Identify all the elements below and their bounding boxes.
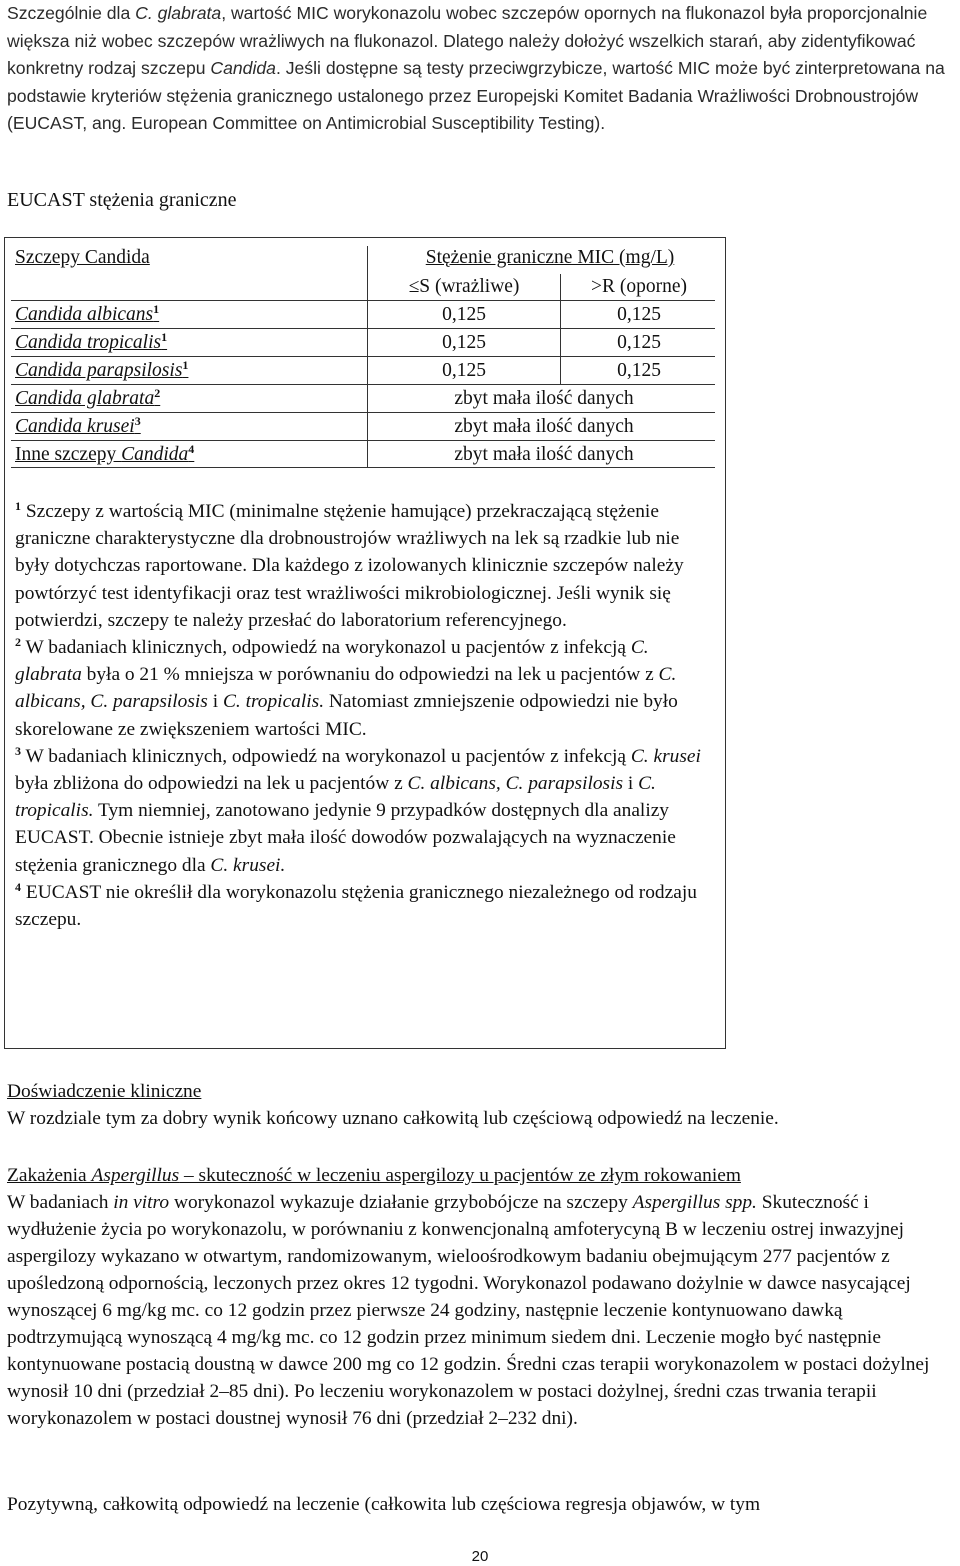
table-row-note: zbyt mała ilość danych xyxy=(454,444,634,465)
table-row-strain: Candida parapsilosis$^1$ xyxy=(15,358,189,381)
table-divider xyxy=(560,274,561,384)
col-header-mic: Stężenie graniczne MIC (mg/L) xyxy=(425,247,675,268)
table-row-strain: Candida krusei$^3$ xyxy=(15,414,141,437)
table-row-r: 0,125 xyxy=(617,332,661,353)
footnote-3: $^3$ W badaniach klinicznych, odpowiedź na worykonazol u pacjentów z infekcją C. krusei była zbliżona do odpowiedzi na lek u pacjentów z C. albicans, C. parapsilosis i C. tropicalis. Tym niemniej, zanotowano jedynie 9 przypadków dostępnych dla analizy EUCAST. Obecnie istnieje zbyt mała ilość dowodów pozwalających na wyznaczenie stężenia granicznego dla C. krusei. xyxy=(15,743,701,876)
subheader-susceptible: ≤S (wrażliwe) xyxy=(408,276,520,297)
eucast-breakpoints-box xyxy=(4,237,726,1049)
section-heading: Doświadczenie kliniczne xyxy=(7,1081,202,1102)
page-number: 20 xyxy=(471,1548,489,1565)
section-text: W badaniach in vitro worykonazol wykazuje działanie grzybobójcze na szczepy Aspergillus spp. Skuteczność i wydłużenie życia po worykonazolu, w porównaniu z konwencjonalną amfoterycyną B w leczeniu ostrej inwazyjnej aspergilozy wykazano w otwartym, randomizowanym, wieloośrodkowym badaniu obejmującym 277 pacjentów z upośledzoną odpornością, leczonych przez okres 12 tygodni. Worykonazol podawano dożylnie w dawce nasycającej wynoszącej 6 mg/kg mc. co 12 godzin przez pierwsze 24 godziny, następnie leczenie kontynuowano dawką podtrzymującą wynoszącą 4 mg/kg mc. co 12 godzin przez minimum siedem dni. Leczenie mogło być następnie kontynuowane postacią doustną w dawce 200 mg co 12 godzin. Średni czas terapii worykonazolem w postaci dożylnej wynosił 10 dni (przedział 2–85 dni). Po leczeniu worykonazolem w postaci dożylnej, średni czas trwania terapii worykonazolem w postaci doustnej wynosił 76 dni (przedział 2–232 dni). xyxy=(7,1192,930,1429)
table-row-s: 0,125 xyxy=(442,332,486,353)
section-text: W rozdziale tym za dobry wynik końcowy uznano całkowitą lub częściową odpowiedź na leczenie. xyxy=(7,1108,779,1129)
table-row-r: 0,125 xyxy=(617,360,661,381)
response-paragraph: Pozytywną, całkowitą odpowiedź na leczenie (całkowita lub częściowa regresja objawów, w tym xyxy=(7,1494,761,1515)
eucast-title: EUCAST stężenia graniczne xyxy=(7,189,237,211)
footnotes xyxy=(15,498,715,933)
table-row-note: zbyt mała ilość danych xyxy=(454,388,634,409)
col-header-strains: Szczepy Candida xyxy=(15,247,150,268)
table-row-strain: Candida albicans$^1$ xyxy=(15,302,160,325)
section-heading: Zakażenia Aspergillus – skuteczność w leczeniu aspergilozy u pacjentów ze złym rokowaniem xyxy=(7,1165,741,1186)
footnote-1: $^1$ Szczepy z wartością MIC (minimalne stężenie hamujące) przekraczającą stężenie graniczne charakterystyczne dla drobnoustrojów wrażliwych na lek są rzadkie lub nie były dotychczas raportowane. Dla każdego z izolowanych klinicznie szczepów należy powtórzyć test identyfikacji oraz test wrażliwości mikrobiologicznej. Jeśli wynik się potwierdzi, szczepy te należy przesłać do laboratorium referencyjnego. xyxy=(15,499,684,631)
clinical-experience-section xyxy=(7,1078,957,1132)
table-row-s: 0,125 xyxy=(442,304,486,325)
footnote-2: $^2$ W badaniach klinicznych, odpowiedź na worykonazol u pacjentów z infekcją C. glabrata była o 21 % mniejsza w porównaniu do odpowiedzi na lek u pacjentów z C. albicans, C. parapsilosis i C. tropicalis. Natomiast zmniejszenie odpowiedzi nie było skorelowane ze zwiększeniem wartości MIC. xyxy=(15,635,678,740)
table-row-strain: Inne szczepy Candida$^4$ xyxy=(15,442,195,465)
table-row-strain: Candida tropicalis$^1$ xyxy=(15,330,168,353)
table-row-strain: Candida glabrata$^2$ xyxy=(15,386,161,409)
table-row-note: zbyt mała ilość danych xyxy=(454,416,634,437)
table-divider xyxy=(367,246,368,468)
intro-paragraph: Szczególnie dla C. glabrata, wartość MIC worykonazolu wobec szczepów opornych na flukonazol była proporcjonalnie większa niż wobec szczepów wrażliwych na flukonazol. Dlatego należy dołożyć wszelkich starań, aby zidentyfikować konkretny rodzaj szczepu Candida. Jeśli dostępne są testy przeciwgrzybicze, wartość MIC może być zinterpretowana na podstawie kryteriów stężenia granicznego ustalonego przez Europejski Komitet Badania Wrażliwości Drobnoustrojów (EUCAST, ang. European Committee on Antimicrobial Susceptibility Testing). xyxy=(7,3,945,133)
table-row-s: 0,125 xyxy=(442,360,486,381)
table-row-r: 0,125 xyxy=(617,304,661,325)
footnote-4: $^4$ EUCAST nie określił dla worykonazolu stężenia granicznego niezależnego od rodzaju szczepu. xyxy=(15,879,697,931)
subheader-resistant: >R (oporne) xyxy=(590,276,687,297)
aspergillus-section xyxy=(7,1162,957,1432)
